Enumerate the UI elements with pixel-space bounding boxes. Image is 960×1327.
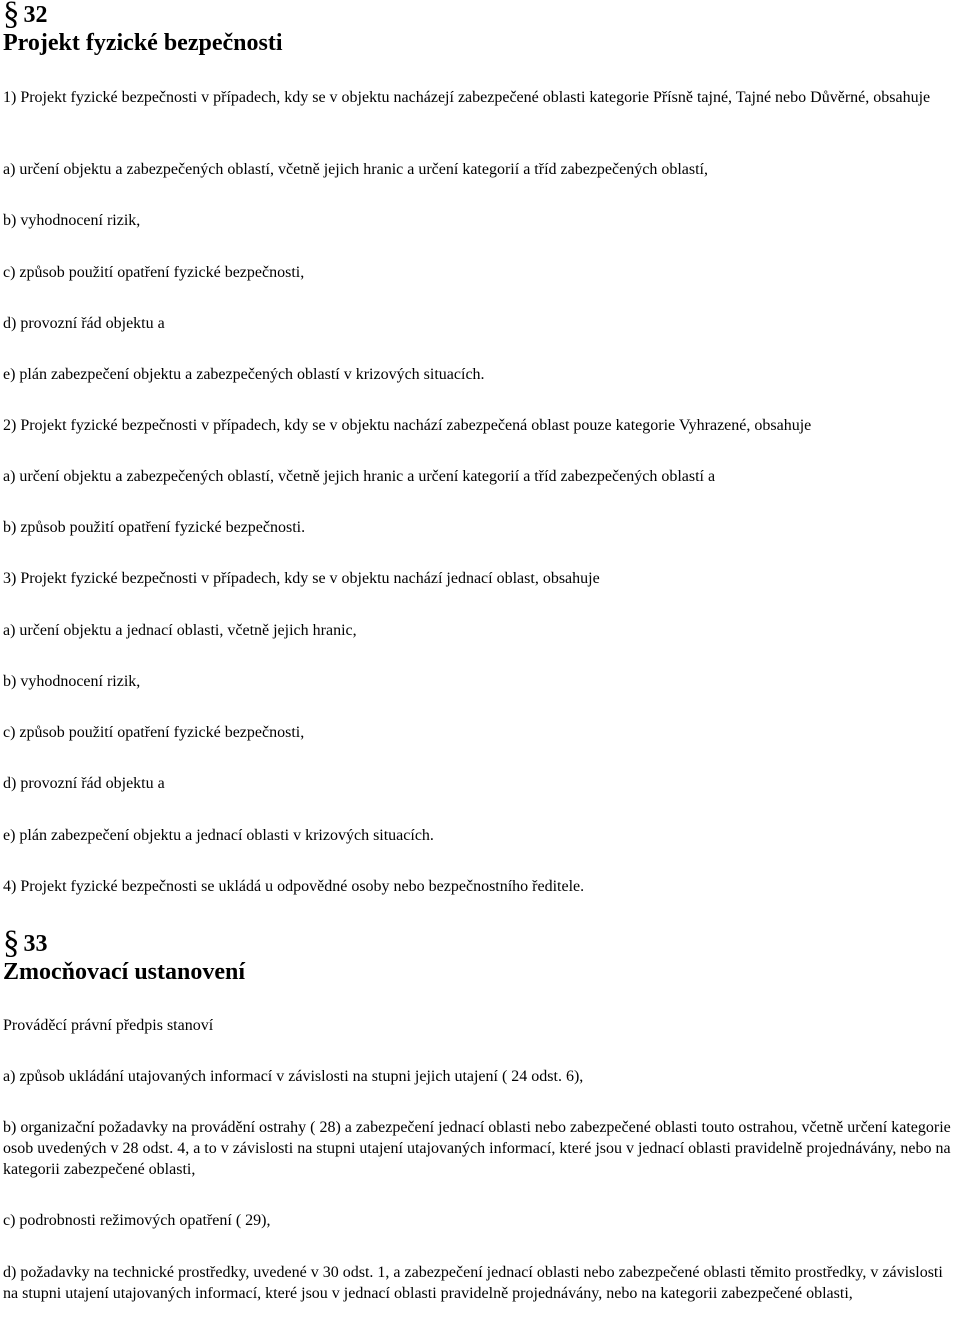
section-number-33 (3, 925, 48, 961)
list-item: b) způsob použití opatření fyzické bezpečnosti. (3, 519, 306, 536)
section-title-33: Zmocňovací ustanovení (3, 959, 246, 985)
paragraph: 2) Projekt fyzické bezpečnosti v případech, kdy se v objektu nachází zabezpečená oblast pouze kategorie Vyhrazené, obsahuje (3, 417, 812, 434)
list-item: b) vyhodnocení rizik, (3, 673, 141, 690)
section-number: 33 (23, 931, 48, 957)
paragraph: 1) Projekt fyzické bezpečnosti v případech, kdy se v objektu nacházejí zabezpečené oblasti kategorie Přísně tajné, Tajné nebo Důvěrné, obsahuje (3, 89, 931, 106)
list-item: e) plán zabezpečení objektu a zabezpečených oblastí v krizových situacích. (3, 366, 485, 383)
list-item: c) způsob použití opatření fyzické bezpečnosti, (3, 724, 305, 741)
paragraph: 3) Projekt fyzické bezpečnosti v případech, kdy se v objektu nachází jednací oblast, obsahuje (3, 570, 600, 587)
list-item: b) vyhodnocení rizik, (3, 212, 141, 229)
list-item: c) způsob použití opatření fyzické bezpečnosti, (3, 264, 305, 281)
list-item: d) provozní řád objektu a (3, 315, 165, 332)
list-item: c) podrobnosti režimových opatření ( 29), (3, 1212, 271, 1229)
list-item: a) určení objektu a zabezpečených oblastí, včetně jejich hranic a určení kategorií a tříd zabezpečených oblastí, (3, 161, 708, 178)
list-item: b) organizační požadavky na provádění ostrahy ( 28) a zabezpečení jednací oblasti nebo zabezpečené oblasti touto ostrahou, včetně určení kategorie osob uvedených v 28 odst. 4, a to v závislosti na stupni utajení utajovaných informací, které jsou v jednací oblasti pravidelně projednávány, nebo na kategorii zabezpečené oblasti, (3, 1119, 951, 1178)
list-item: a) určení objektu a zabezpečených oblastí, včetně jejich hranic a určení kategorií a tříd zabezpečených oblastí a (3, 468, 716, 485)
paragraph: Prováděcí právní předpis stanoví (3, 1017, 214, 1034)
section-symbol: § (3, 0, 20, 32)
section-title-32: Projekt fyzické bezpečnosti (3, 30, 283, 56)
list-item: d) požadavky na technické prostředky, uvedené v 30 odst. 1, a zabezpečení jednací oblasti nebo zabezpečené oblasti těmito prostředky, v závislosti na stupni utajení utajovaných informací, které jsou v jednací oblasti pravidelně projednávány, nebo na kategorii zabezpečené oblasti, (3, 1264, 943, 1302)
paragraph: 4) Projekt fyzické bezpečnosti se ukládá u odpovědné osoby nebo bezpečnostního ředitele. (3, 878, 585, 895)
section-number: 32 (23, 2, 48, 28)
list-item: e) plán zabezpečení objektu a jednací oblasti v krizových situacích. (3, 827, 434, 844)
list-item: d) provozní řád objektu a (3, 775, 165, 792)
list-item: a) určení objektu a jednací oblasti, včetně jejich hranic, (3, 622, 357, 639)
section-symbol: § (3, 925, 20, 961)
list-item: a) způsob ukládání utajovaných informací v závislosti na stupni jejich utajení ( 24 odst. 6), (3, 1068, 584, 1085)
section-number-32 (3, 0, 48, 30)
